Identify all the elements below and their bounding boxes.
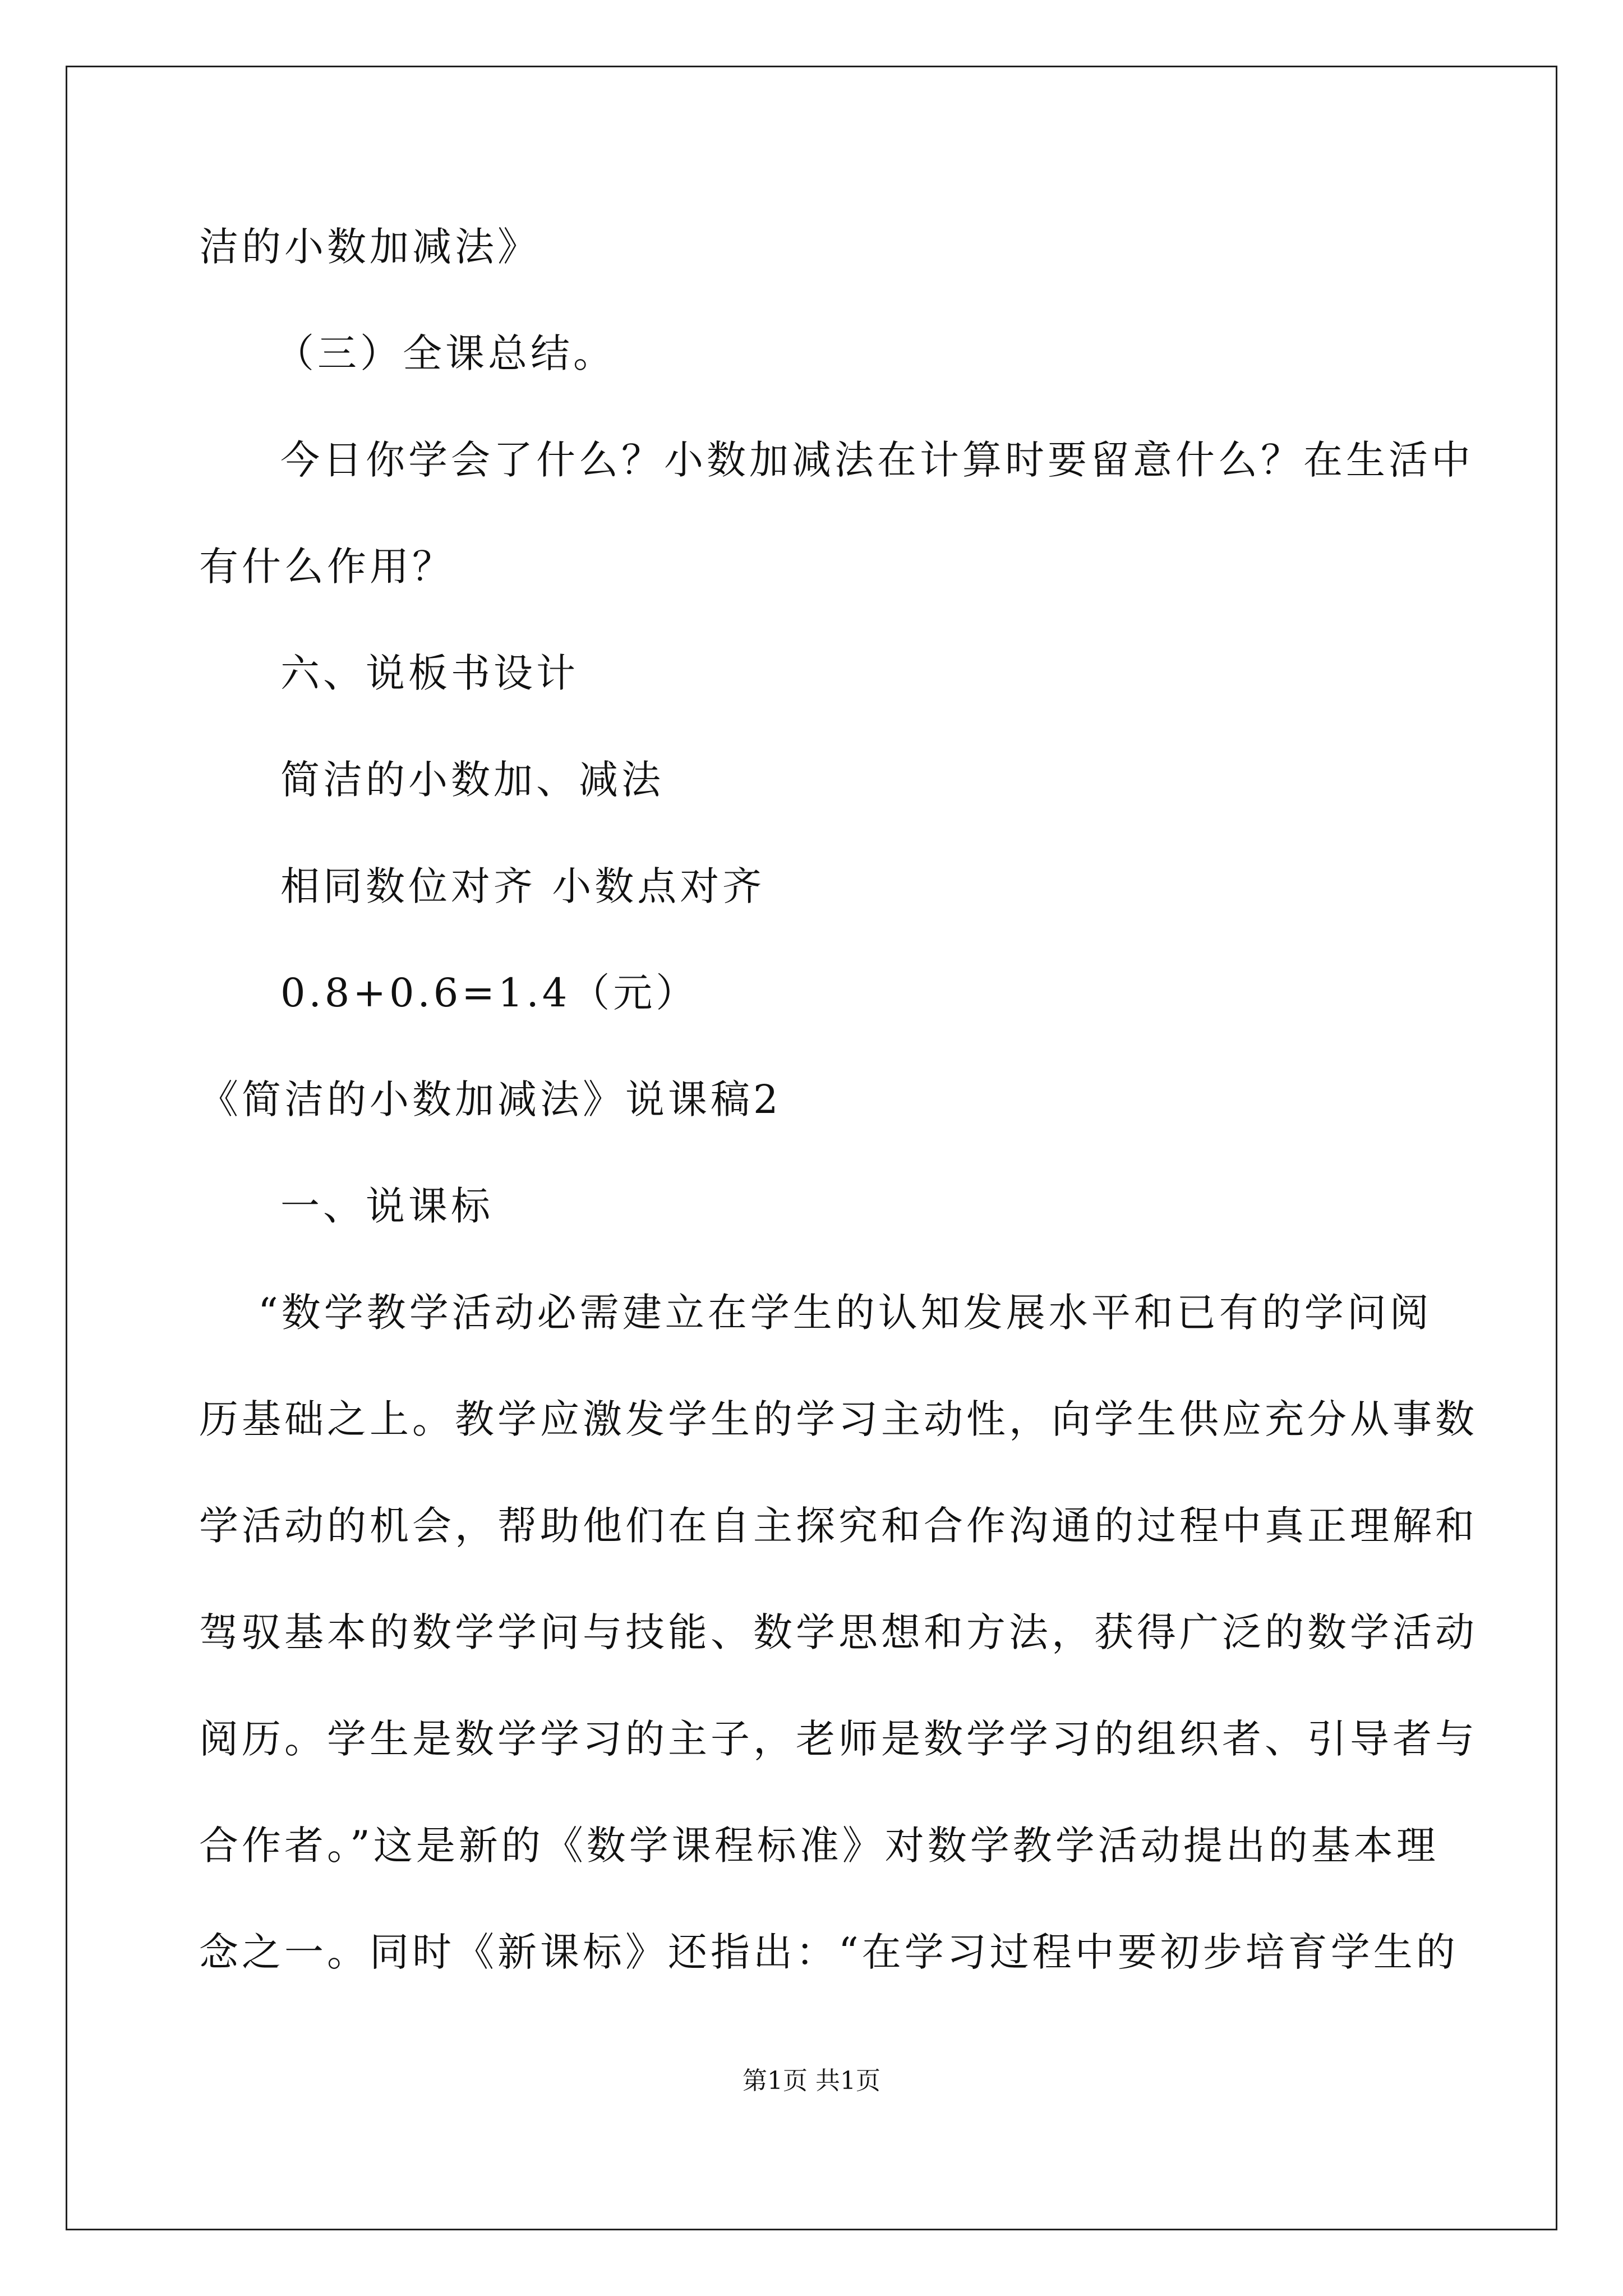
text-line: 洁的小数加减法》 <box>199 224 540 270</box>
document-title: 《简洁的小数加减法》说课稿2 <box>199 1076 782 1122</box>
text-line: （三）全课总结。 <box>275 330 616 376</box>
text-line: 有什么作用？ <box>199 544 455 590</box>
section-heading: 六、说板书设计 <box>280 650 579 696</box>
text-line: “数学教学活动必需建立在学生的认知发展水平和已有的学问阅 <box>258 1290 1432 1336</box>
page-border <box>66 66 1557 2230</box>
text-line: 今日你学会了什么？小数加减法在计算时要留意什么？在生活中 <box>280 437 1474 483</box>
text-line: 念之一。同时《新课标》还指出：“在学习过程中要初步培育学生的 <box>199 1929 1459 1975</box>
text-line: 0.8+0.6=1.4（元） <box>280 970 699 1016</box>
text-line: 相同数位对齐 小数点对齐 <box>280 863 766 909</box>
text-line: 合作者。”这是新的《数学课程标准》对数学教学活动提出的基本理 <box>199 1823 1439 1869</box>
section-heading: 一、说课标 <box>280 1183 494 1229</box>
text-line: 学活动的机会，帮助他们在自主探究和合作沟通的过程中真正理解和 <box>199 1503 1478 1549</box>
text-line: 阅历。学生是数学学习的主子，老师是数学学习的组织者、引导者与 <box>199 1716 1478 1762</box>
text-line: 历基础之上。教学应激发学生的学习主动性，向学生供应充分从事数 <box>199 1396 1478 1442</box>
text-line: 简洁的小数加、减法 <box>280 757 664 803</box>
page-number-footer: 第1页 共1页 <box>743 2067 880 2095</box>
text-line: 驾驭基本的数学学问与技能、数学思想和方法，获得广泛的数学活动 <box>199 1609 1478 1655</box>
